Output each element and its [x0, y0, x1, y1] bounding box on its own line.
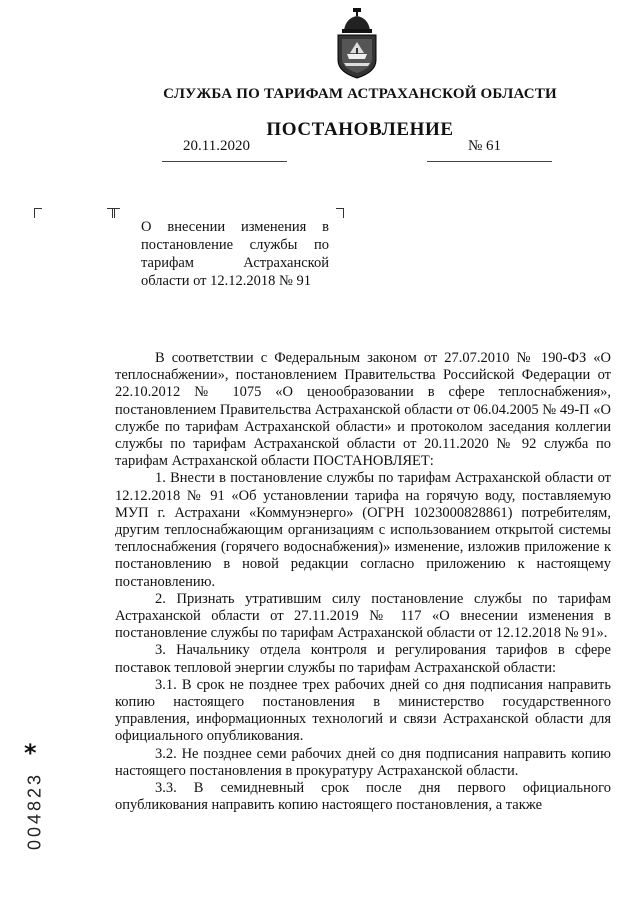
margin-serial-number [20, 768, 50, 854]
serial-text: 004823 [24, 771, 45, 851]
corner-mark [336, 208, 344, 218]
organization-name: СЛУЖБА ПО ТАРИФАМ АСТРАХАНСКОЙ ОБЛАСТИ [163, 86, 557, 102]
number-underline [427, 161, 552, 162]
document-date: 20.11.2020 [183, 138, 250, 154]
document-number: № 61 [468, 138, 502, 154]
subject-line: постановление службы по [141, 237, 329, 253]
date-underline [162, 161, 287, 162]
clause-3-1: 3.1. В срок не позднее трех рабочих дней со дня подписания направить копию настоящего постановления в министерство государственного управления, информационных технологий и связи Астраханской области для официального опубликования. [115, 676, 611, 745]
subject-line: О внесении изменения в [141, 219, 329, 235]
clause-3-3: 3.3. В семидневный срок после дня первого официального опубликования направить копию настоящего постановления, а также [115, 780, 611, 814]
asterisk-mark: * [24, 739, 37, 767]
clause-1: 1. Внести в постановление службы по тарифам Астраханской области от 12.12.2018 № 91 «Об установлении тарифа на горячую воду, поставляемую МУП г. Астрахани «Коммунэнерго» (ОГРН 1023000828861) потребителям, другим теплоснабжающим организациям с использованием открытой системы теплоснабжения (горячего водоснабжения)» изменение, изложив приложение к постановлению в новой редакции согласно приложению к настоящему постановлению. [115, 470, 611, 590]
corner-mark [34, 208, 42, 218]
clause-3: 3. Начальнику отдела контроля и регулирования тарифов в сфере поставок тепловой энергии службы по тарифам Астраханской области: [115, 642, 611, 676]
subject-line: области от 12.12.2018 № 91 [141, 273, 311, 289]
clause-2: 2. Признать утратившим силу постановление службы по тарифам Астраханской области от 27.11.2019 № 117 «О внесении изменения в постановление службы по тарифам Астраханской области от 12.12.2018 № 91». [115, 590, 611, 642]
clause-3-2: 3.2. Не позднее семи рабочих дней со дня подписания направить копию настоящего постановления в прокуратуру Астраханской области. [115, 745, 611, 779]
document-subject [141, 218, 329, 290]
document-body [115, 350, 611, 814]
corner-mark [112, 208, 120, 218]
subject-line: тарифам Астраханской [141, 255, 329, 271]
coat-of-arms-emblem [332, 8, 382, 80]
document-type-title: ПОСТАНОВЛЕНИЕ [266, 119, 454, 140]
preamble-paragraph: В соответствии с Федеральным законом от 27.07.2010 № 190-ФЗ «О теплоснабжении», постановлением Правительства Российской Федерации от 22.10.2012 № 1075 «О ценообразовании в сфере теплоснабжения», постановлением Правительства Астраханской области от 06.04.2005 № 49-П «О службе по тарифам Астраханской области» и протоколом заседания коллегии службы по тарифам Астраханской области от 20.11.2020 № 92 служба по тарифам Астраханской области ПОСТАНОВЛЯЕТ: [115, 350, 611, 470]
